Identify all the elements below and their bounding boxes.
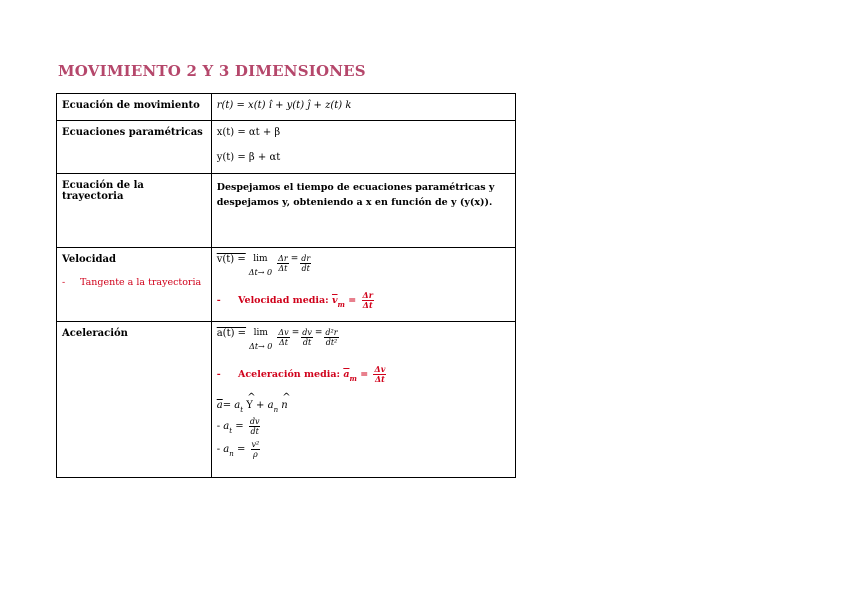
velocity-formulas — [211, 248, 515, 322]
tangent-unit-vector: ^ Y — [246, 400, 253, 411]
am-symbol: $\overline{a}$ — [343, 369, 350, 380]
table-row — [57, 248, 516, 322]
acceleration-limit-formula: a(t) = lim Δt→ 0 $\frac{\Delta v}{\Delta t}$ = $\frac{dv}{dt}$ = $\frac{\text{d²r}}{\text{dt²}}$ — [216, 328, 338, 351]
row-label-parametricas: Ecuaciones paramétricas — [57, 121, 212, 174]
fraction-at: $\frac{dv}{dt}$ — [249, 417, 260, 436]
acceleration-decomposition: $\overline{a}= a_t$ ^ $Y + a_n$ ^ n — [217, 400, 510, 411]
fraction-d2r-dt2: $\frac{\text{d²r}}{\text{dt²}}$ — [325, 328, 338, 347]
limit — [249, 328, 272, 351]
formula-table — [56, 93, 516, 478]
vm-symbol: $\overline{v}$ — [331, 295, 338, 306]
lim-text: lim — [253, 328, 268, 338]
velocity-cell — [57, 248, 212, 322]
fraction-delta-v: $\frac{\Delta v}{\Delta t}$ — [278, 328, 289, 347]
table-row — [57, 322, 516, 478]
page-title: MOVIMIENTO 2 Y 3 DIMENSIONES — [58, 62, 366, 80]
fraction-dr-dt: $\frac{dr}{dt}$ — [301, 254, 311, 273]
acceleration-lhs: a(t) = — [216, 328, 247, 339]
decomp-a: $\overline{a}$ — [216, 400, 223, 411]
trajectory-text: Despejamos el tiempo de ecuaciones paramétricas y despejamos y, obteniendo a x en función de y (y(x)). — [211, 174, 515, 248]
tangential-acceleration: - $a_t$ = $\frac{dv}{dt}$ — [216, 417, 260, 436]
row-label-movimiento: Ecuación de movimiento — [57, 94, 212, 121]
tangent-text: Tangente a la trayectoria — [80, 277, 202, 288]
velocity-bullet: - Tangente a la trayectoria — [62, 277, 202, 288]
parametric-equations — [211, 121, 515, 174]
equation-of-motion — [211, 94, 515, 121]
row-label-aceleracion: Aceleración — [57, 322, 212, 478]
fraction-dv-dt: $\frac{dv}{dt}$ — [302, 328, 312, 347]
lim-text: lim — [253, 254, 268, 264]
velocity-media: - Velocidad media: $\overline{v}_m$ = $\frac{\Delta r}{\Delta t}$ — [216, 290, 373, 310]
acceleration-formulas — [211, 322, 515, 478]
normal-acceleration: - $a_n$ = $\frac{\text{v²}}{\rho}$ — [216, 440, 260, 459]
fraction-am: $\frac{\Delta v}{\Delta t}$ — [374, 364, 386, 384]
table-row — [57, 94, 516, 121]
parametric-y: y(t) = β + αt — [216, 152, 281, 163]
velocity-media-label: Velocidad media: — [238, 295, 329, 306]
motion-formula: r(t) = x(t) î + y(t) ĵ + z(t) k — [216, 100, 352, 111]
fraction-delta-r: $\frac{\Delta r}{\Delta t}$ — [278, 254, 288, 273]
acceleration-media-label: Aceleración media: — [238, 369, 340, 380]
parametric-x: x(t) = αt + β — [216, 127, 281, 138]
row-label-trayectoria: Ecuación de la trayectoria — [57, 174, 212, 248]
acceleration-media: - Aceleración media: $\overline{a}_m$ = $\frac{\Delta v}{\Delta t}$ — [216, 364, 386, 384]
fraction-vm: $\frac{\Delta r}{\Delta t}$ — [362, 290, 373, 310]
velocity-lhs: v(t) = — [216, 254, 246, 265]
lim-under: Δt→ 0 — [249, 342, 273, 351]
limit — [249, 254, 272, 277]
lim-under: Δt→ 0 — [248, 268, 273, 277]
table-row — [57, 121, 516, 174]
fraction-an: $\frac{\text{v²}}{\rho}$ — [251, 440, 260, 459]
normal-unit-vector: ^ n — [281, 400, 287, 411]
velocity-limit-formula: v(t) = lim Δt→ 0 $\frac{\Delta r}{\Delta t}$ = $\frac{dr}{dt}$ — [216, 254, 311, 277]
row-label-velocidad: Velocidad — [62, 254, 117, 265]
table-row — [57, 174, 516, 248]
